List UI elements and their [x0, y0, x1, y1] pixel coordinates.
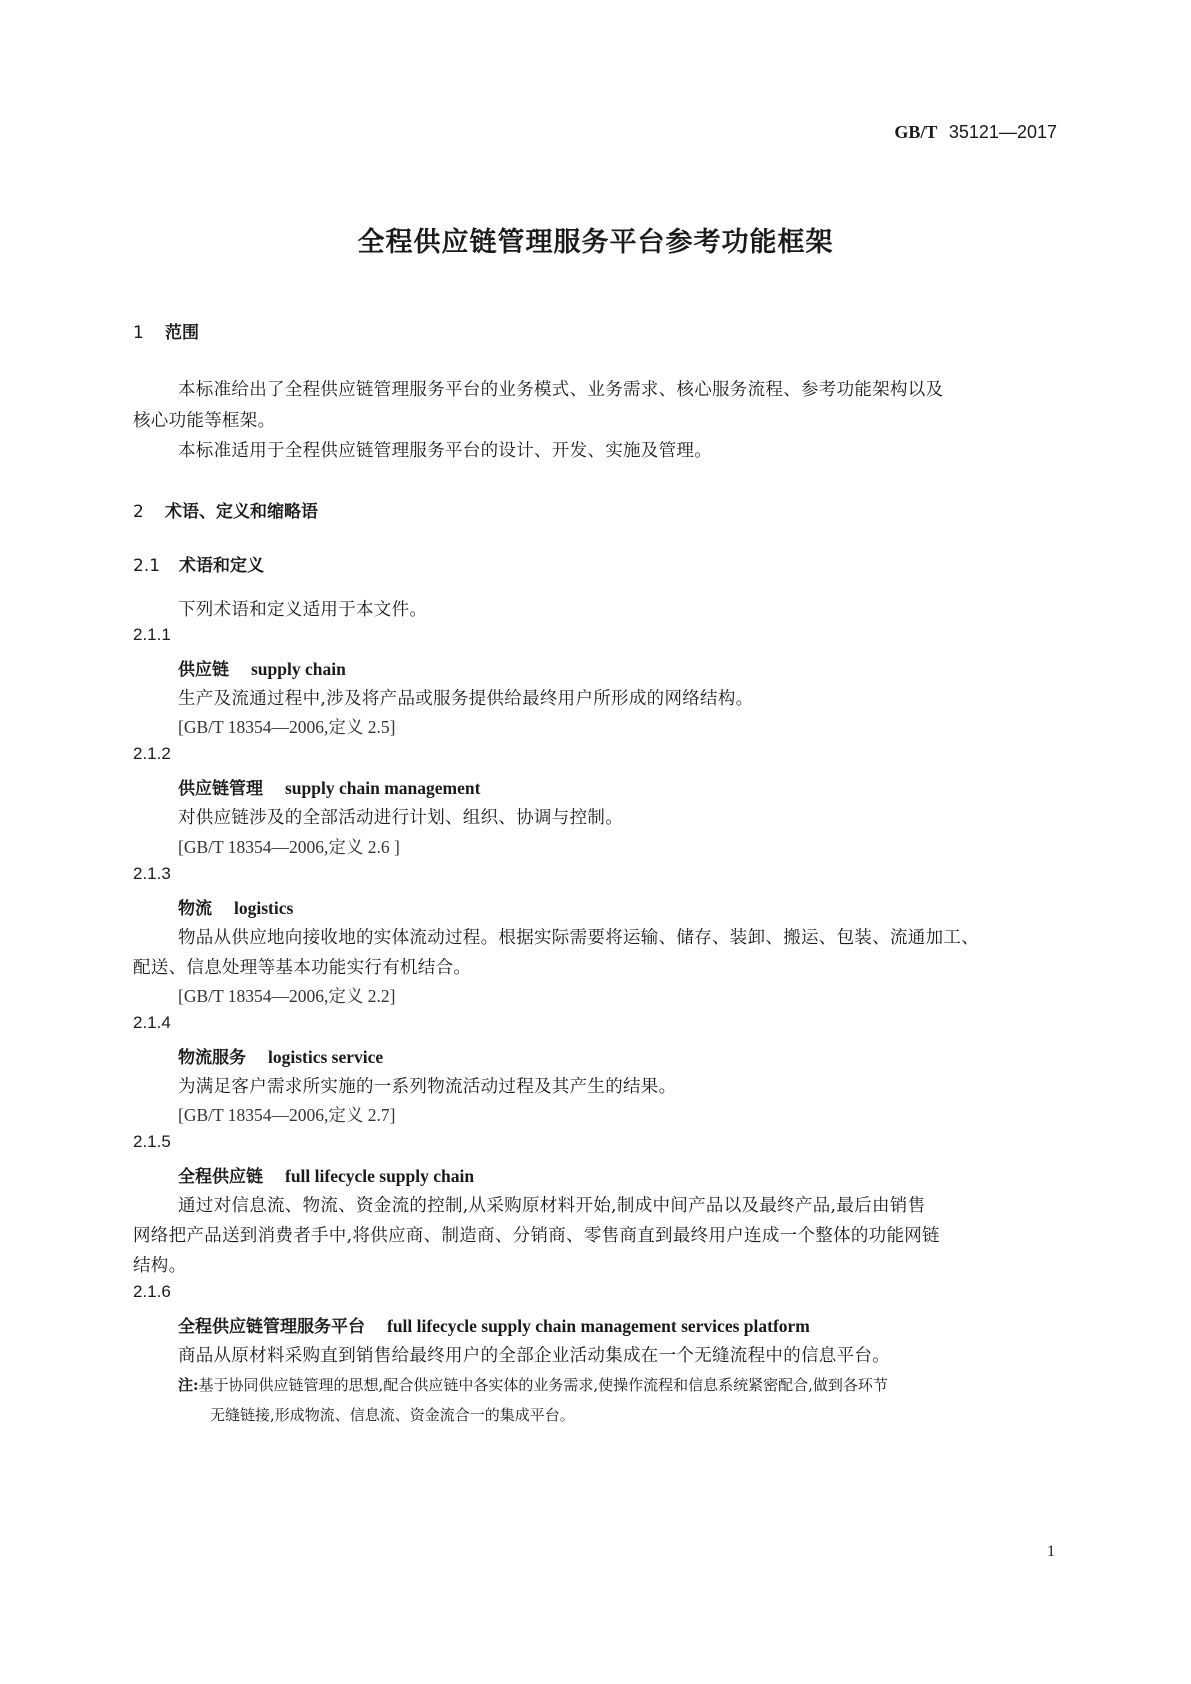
- paragraph: 下列术语和定义适用于本文件。: [178, 600, 428, 620]
- term-number: 2.1.2: [133, 744, 171, 763]
- term-zh: 供应链: [178, 660, 229, 680]
- term-definition: 对供应链涉及的全部活动进行计划、组织、协调与控制。: [178, 808, 623, 828]
- page-number: 1: [1047, 1543, 1055, 1560]
- section-1-heading: [133, 318, 199, 343]
- standard-number: [894, 122, 1057, 143]
- term-source: [GB/T 18354—2006,定义 2.7]: [178, 1105, 396, 1125]
- term-definition: 物品从供应地向接收地的实体流动过程。根据实际需要将运输、储存、装卸、搬运、包装、流通加工、: [178, 928, 979, 948]
- term-en: full lifecycle supply chain management services platform: [387, 1316, 810, 1336]
- term-source: [GB/T 18354—2006,定义 2.5]: [178, 717, 396, 737]
- term-definition: 生产及流通过程中,涉及将产品或服务提供给最终用户所形成的网络结构。: [178, 689, 754, 709]
- term-heading: [178, 655, 346, 680]
- term-definition: 配送、信息处理等基本功能实行有机结合。: [133, 958, 472, 978]
- term-number: 2.1.5: [133, 1132, 171, 1151]
- standard-code: 35121—2017: [948, 122, 1057, 142]
- term-definition: 商品从原材料采购直到销售给最终用户的全部企业活动集成在一个无缝流程中的信息平台。: [178, 1346, 890, 1366]
- term-en: supply chain: [251, 659, 346, 679]
- term-note-continued: 无缝链接,形成物流、信息流、资金流合一的集成平台。: [210, 1406, 575, 1424]
- term-heading: [178, 1312, 810, 1337]
- term-zh: 全程供应链管理服务平台: [178, 1317, 365, 1337]
- term-zh: 物流服务: [178, 1048, 246, 1068]
- term-number: 2.1.6: [133, 1282, 171, 1301]
- section-2-1-heading: [133, 551, 264, 576]
- term-number: 2.1.3: [133, 864, 171, 883]
- term-source: [GB/T 18354—2006,定义 2.6 ]: [178, 837, 400, 857]
- term-definition: 网络把产品送到消费者手中,将供应商、制造商、分销商、零售商直到最终用户连成一个整体的功能网链: [133, 1226, 940, 1246]
- term-definition: 通过对信息流、物流、资金流的控制,从采购原材料开始,制成中间产品以及最终产品,最后由销售: [178, 1196, 926, 1216]
- section-number: 2: [133, 502, 144, 522]
- note-text: 基于协同供应链管理的思想,配合供应链中各实体的业务需求,使操作流程和信息系统紧密配合,做到各环节: [198, 1376, 888, 1394]
- term-zh: 物流: [178, 899, 212, 919]
- term-heading: [178, 774, 480, 799]
- term-zh: 供应链管理: [178, 779, 263, 799]
- note-label: 注:: [178, 1376, 199, 1394]
- term-heading: [178, 894, 293, 919]
- term-en: logistics service: [268, 1047, 384, 1067]
- term-definition: 结构。: [133, 1256, 187, 1276]
- section-2-heading: [133, 497, 318, 522]
- term-number: 2.1.4: [133, 1013, 171, 1032]
- paragraph: 本标准给出了全程供应链管理服务平台的业务模式、业务需求、核心服务流程、参考功能架构以及: [178, 380, 944, 400]
- term-heading: [178, 1043, 383, 1068]
- term-number: 2.1.1: [133, 625, 171, 644]
- section-number: 2.1: [133, 556, 161, 576]
- section-title: 术语和定义: [179, 556, 264, 576]
- term-note: [178, 1374, 888, 1395]
- section-number: 1: [133, 323, 144, 343]
- term-definition: 为满足客户需求所实施的一系列物流活动过程及其产生的结果。: [178, 1077, 677, 1097]
- term-en: logistics: [234, 898, 294, 918]
- document-title: 全程供应链管理服务平台参考功能框架: [357, 227, 834, 258]
- term-en: full lifecycle supply chain: [285, 1166, 475, 1186]
- paragraph: 本标准适用于全程供应链管理服务平台的设计、开发、实施及管理。: [178, 441, 712, 461]
- section-title: 范围: [165, 323, 199, 343]
- term-en: supply chain management: [285, 778, 481, 798]
- term-heading: [178, 1162, 474, 1187]
- paragraph: 核心功能等框架。: [133, 411, 276, 431]
- standard-prefix: GB/T: [894, 122, 938, 142]
- term-zh: 全程供应链: [178, 1167, 263, 1187]
- term-source: [GB/T 18354—2006,定义 2.2]: [178, 986, 396, 1006]
- section-title: 术语、定义和缩略语: [165, 502, 318, 522]
